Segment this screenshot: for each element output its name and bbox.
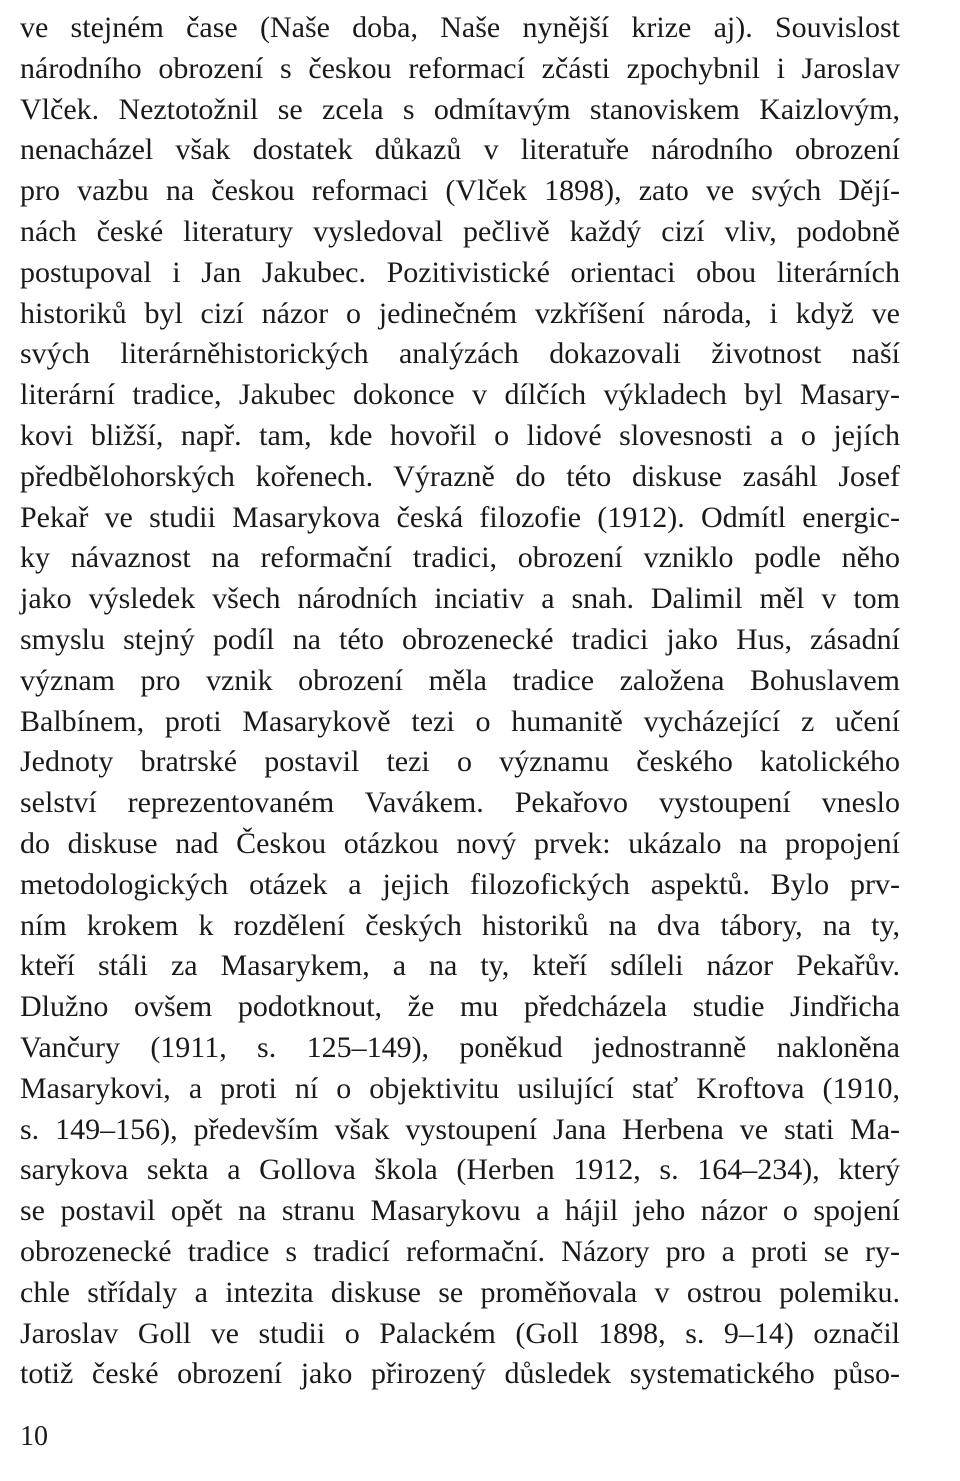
text-segment: Vančury (1911, s. 125–149), poněkud jednostranně nakloněna [20, 1030, 900, 1064]
text-segment: ním krokem k rozdělení českých historiků na dva tábory, na ty, [20, 908, 900, 942]
text-segment: literární tradice, Jakubec dokonce v dílčích výkladech byl Masary- [20, 378, 900, 412]
text-line [20, 987, 900, 1028]
text-line [20, 538, 900, 579]
italic-text: Naše doba, Naše nynější krize [269, 11, 692, 44]
text-line [20, 620, 900, 661]
text-line [20, 212, 900, 253]
body-text [20, 8, 900, 1395]
italic-text: Masarykova česká filozofie [232, 500, 582, 534]
text-segment: Balbínem, proti Masarykově tezi o humanitě vycházející z učení [20, 704, 900, 738]
text-line [20, 742, 900, 783]
page-number: 10 [20, 1421, 48, 1452]
text-line [20, 375, 900, 416]
text-line [20, 1069, 900, 1110]
text-segment: Masarykovi, a proti ní o objektivitu usilující stať Kroftova (1910, [20, 1071, 900, 1105]
text-line [20, 498, 900, 539]
text-line [20, 1354, 900, 1395]
text-segment: pro vazbu na českou reformaci (Vlček 1898), zato ve svých [20, 174, 839, 208]
text-segment: předbělohorských kořenech. Výrazně do této diskuse zasáhl Josef [20, 459, 900, 493]
text-segment: kovi bližší, např. tam, kde hovořil o lidové slovesnosti a o jejích [20, 418, 900, 452]
text-segment: kteří stáli za Masarykem, a na ty, kteří sdíleli názor Pekařův. [20, 949, 900, 983]
text-segment: Vlček. Neztotožnil se zcela s odmítavým stanoviskem Kaizlovým, [20, 92, 900, 126]
text-segment: (1912). Odmítl energic- [581, 500, 900, 534]
text-line [20, 906, 900, 947]
text-segment: se postavil opět na stranu Masarykovu a hájil jeho názor o spojení [20, 1194, 900, 1228]
italic-text: Českou otázkou [236, 826, 439, 860]
text-segment: selství reprezentovaném Vavákem. Pekařovo vystoupení vneslo [20, 786, 900, 820]
text-segment: postupoval i Jan Jakubec. Pozitivistické orientaci obou literárních [20, 255, 900, 289]
text-segment: totiž české obrození jako přirozený důsledek systematického půso- [20, 1357, 900, 1391]
text-line [20, 90, 900, 131]
text-line [20, 865, 900, 906]
text-line [20, 171, 900, 212]
text-line [20, 783, 900, 824]
text-line [20, 661, 900, 702]
text-line [20, 702, 900, 743]
text-segment: vysledoval pečlivě každý cizí vliv, podobně [293, 214, 901, 248]
text-segment: význam pro vznik obrození měla tradice založena Bohuslavem [20, 663, 900, 697]
text-segment: Dlužno ovšem podotknout, že mu předcházela studie Jindřicha [20, 990, 900, 1024]
italic-text: Dějí- [838, 174, 900, 208]
text-segment: svých literárněhistorických analýzách dokazovali životnost naší [20, 337, 900, 371]
text-line [20, 334, 900, 375]
text-segment: Jaroslav Goll ve studii o Palackém (Goll 1898, s. 9–14) označil [20, 1316, 900, 1350]
text-line [20, 946, 900, 987]
text-line [20, 416, 900, 457]
text-line [20, 49, 900, 90]
text-line [20, 130, 900, 171]
italic-text: sarykova sekta a Gollova škola [20, 1153, 438, 1187]
text-line [20, 1191, 900, 1232]
text-segment: do diskuse nad [20, 826, 237, 860]
text-line [20, 1110, 900, 1151]
italic-text: Ma- [850, 1112, 900, 1146]
text-segment: národního obrození s českou reformací zčásti zpochybnil i Jaroslav [20, 51, 900, 85]
italic-text: nách české literatury [20, 214, 294, 248]
text-line [20, 253, 900, 294]
text-segment: chle střídaly a intezita diskuse se proměňovala v ostrou polemiku. [20, 1275, 900, 1309]
text-segment: jako výsledek všech národních inciativ a snah. Dalimil měl v tom [20, 582, 900, 616]
text-line [20, 1232, 900, 1273]
text-segment: smyslu stejný podíl na této obrozenecké tradici jako Hus, zásadní [20, 622, 900, 656]
text-segment: obrozenecké tradice s tradicí reformační. Názory pro a proti se ry- [20, 1234, 900, 1268]
text-line [20, 1314, 900, 1355]
text-segment: aj). Souvislost [691, 11, 900, 44]
text-line [20, 457, 900, 498]
text-line [20, 8, 900, 49]
text-line [20, 294, 900, 335]
text-line [20, 1150, 900, 1191]
text-segment: nový prvek: ukázalo na propojení [438, 826, 900, 860]
text-line [20, 1028, 900, 1069]
text-segment: ve stejném čase ( [20, 11, 270, 44]
text-segment: (Herben 1912, s. 164–234), který [437, 1153, 900, 1187]
text-segment: ky návaznost na reformační tradici, obrození vzniklo podle něho [20, 541, 900, 575]
text-segment: Jednoty bratrské postavil tezi o významu českého katolického [20, 745, 900, 779]
text-line [20, 1273, 900, 1314]
text-segment: s. 149–156), především však vystoupení Jana Herbena ve stati [20, 1112, 851, 1146]
text-segment: historiků byl cizí názor o jedinečném vzkříšení národa, i když ve [20, 296, 900, 330]
text-line [20, 824, 900, 865]
text-segment: nenacházel však dostatek důkazů v literatuře národního obrození [20, 133, 900, 167]
text-line [20, 579, 900, 620]
text-segment: metodologických otázek a jejich filozofických aspektů. Bylo prv- [20, 867, 900, 901]
text-segment: Pekař ve studii [20, 500, 233, 534]
